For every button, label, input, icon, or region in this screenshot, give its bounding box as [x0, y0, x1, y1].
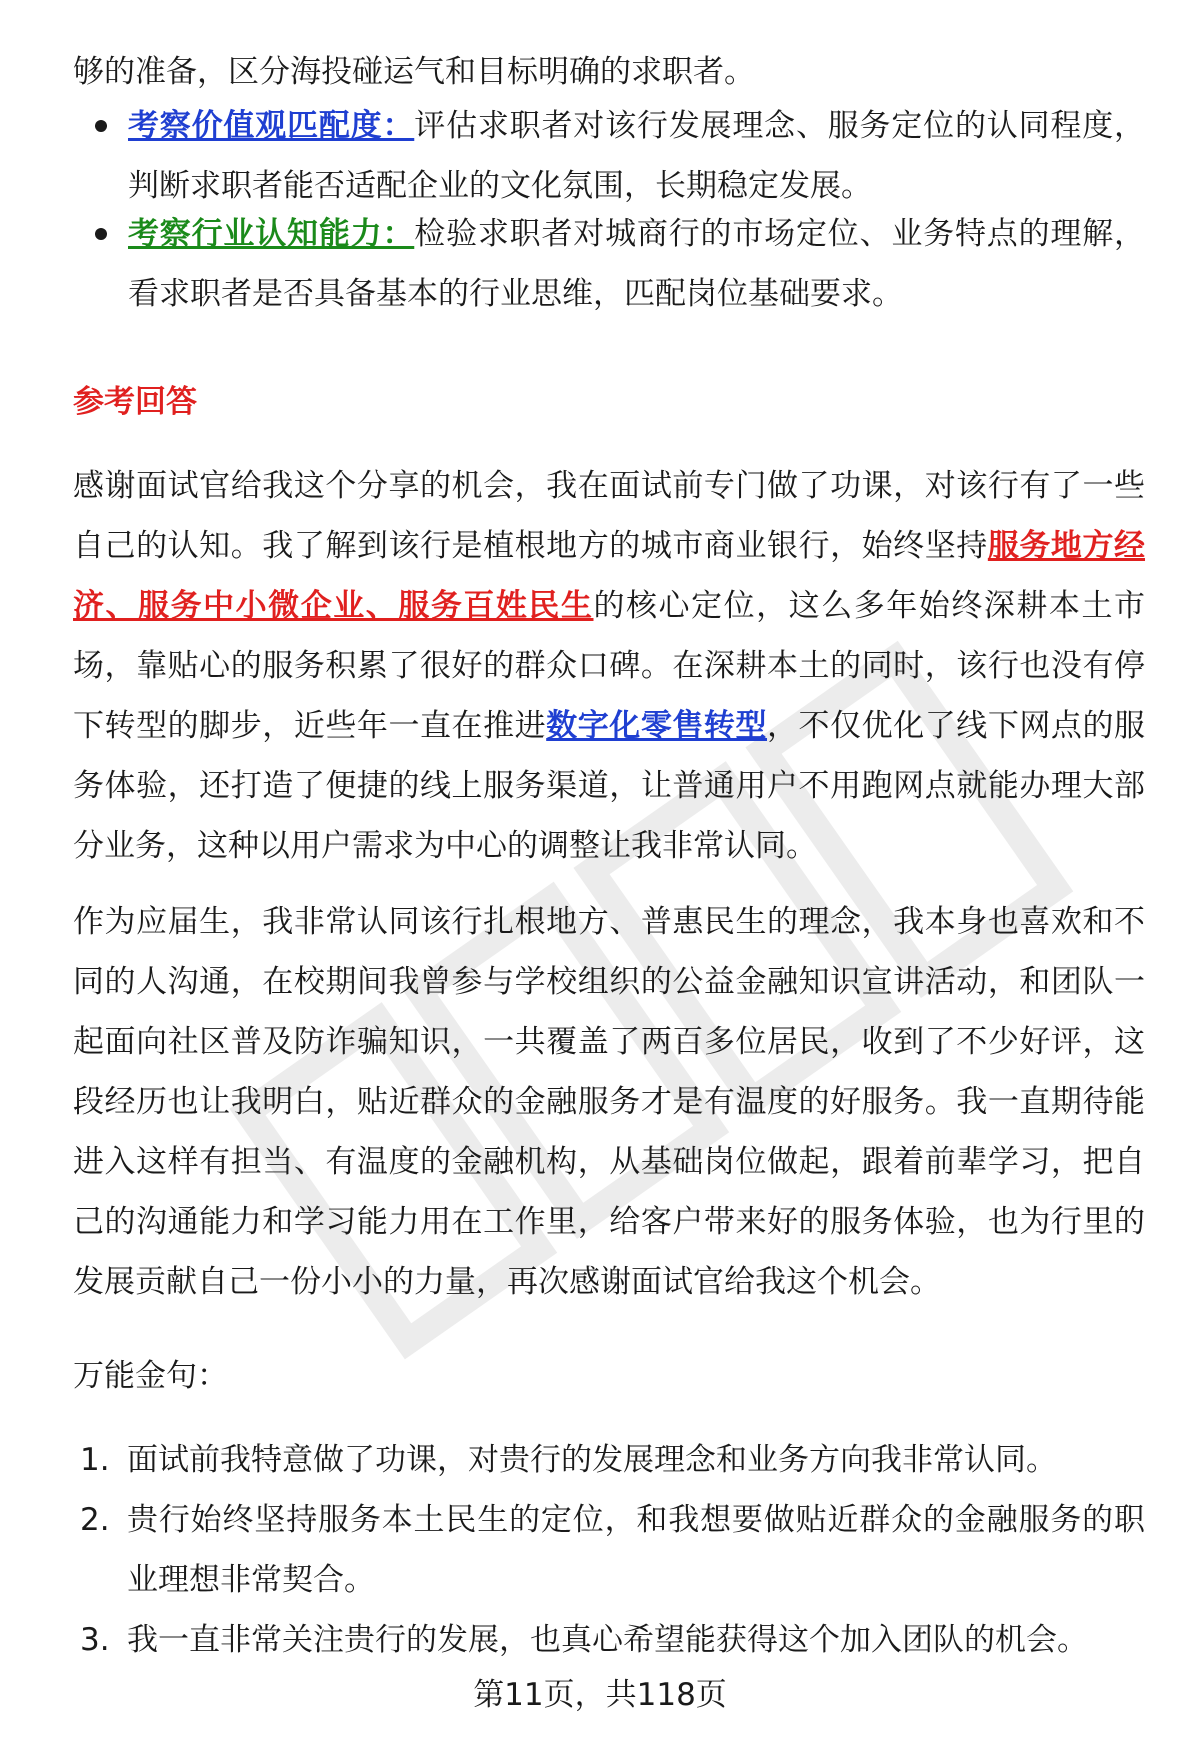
- reference-heading: 参考回答: [73, 384, 197, 420]
- highlight-keyword: 数字化零售转型: [546, 708, 768, 744]
- answer-paragraph-1: [73, 456, 1145, 876]
- bullet-text: 检验求职者对城商行的市场定位、业务特点的理解，看求职者是否具备基本的行业思维，匹配岗位基础要求。: [128, 216, 1146, 312]
- bullet-keyword: 考察价值观匹配度：: [128, 108, 415, 144]
- bullet-dot-icon: [95, 228, 107, 240]
- intro-continuation: 够的准备，区分海投碰运气和目标明确的求职者。: [73, 54, 755, 90]
- list-text: 我一直非常关注贵行的发展，也真心希望能获得这个加入团队的机会。: [127, 1622, 1088, 1658]
- list-number: 3.: [80, 1622, 110, 1658]
- answer-text: 感谢面试官给我这个分享的机会，我在面试前专门做了功课，对该行有了一些自己的认知。我了解到该行是植根地方的城市商业银行，始终坚持: [73, 468, 1145, 564]
- highlight-keyword: 服务地方经济、服务中小微企业、服务百姓民生: [73, 528, 1146, 624]
- list-text: 贵行始终坚持服务本土民生的定位，和我想要做贴近群众的金融服务的职业理想非常契合。: [127, 1502, 1145, 1598]
- list-number: 2.: [80, 1502, 110, 1538]
- answer-text: ，不仅优化了线下网点的服务体验，还打造了便捷的线上服务渠道，让普通用户不用跑网点就能办理大部分业务，这种以用户需求为中心的调整让我非常认同。: [73, 708, 1146, 864]
- page-footer: 第11页，共118页: [473, 1677, 727, 1713]
- list-text: 面试前我特意做了功课，对贵行的发展理念和业务方向我非常认同。: [127, 1442, 1057, 1478]
- bullet-text: 评估求职者对该行发展理念、服务定位的认同程度，判断求职者能否适配企业的文化氛围，长期稳定发展。: [128, 108, 1146, 204]
- answer-paragraph-2: 作为应届生，我非常认同该行扎根地方、普惠民生的理念，我本身也喜欢和不同的人沟通，在校期间我曾参与学校组织的公益金融知识宣讲活动，和团队一起面向社区普及防诈骗知识，一共覆盖了两百多位居民，收到了不少好评，这段经历也让我明白，贴近群众的金融服务才是有温度的好服务。我一直期待能进入这样有担当、有温度的金融机构，从基础岗位做起，跟着前辈学习，把自己的沟通能力和学习能力用在工作里，给客户带来好的服务体验，也为行里的发展贡献自己一份小小的力量，再次感谢面试官给我这个机会。: [73, 904, 1145, 1300]
- golden-sentences-label: 万能金句：: [73, 1358, 228, 1394]
- answer-text: 的核心定位，这么多年始终深耕本土市场，靠贴心的服务积累了很好的群众口碑。在深耕本土的同时，该行也没有停下转型的脚步，近些年一直在推进: [73, 588, 1145, 744]
- list-number: 1.: [80, 1442, 110, 1478]
- bullet-dot-icon: [95, 120, 107, 132]
- bullet-keyword: 考察行业认知能力：: [128, 216, 415, 252]
